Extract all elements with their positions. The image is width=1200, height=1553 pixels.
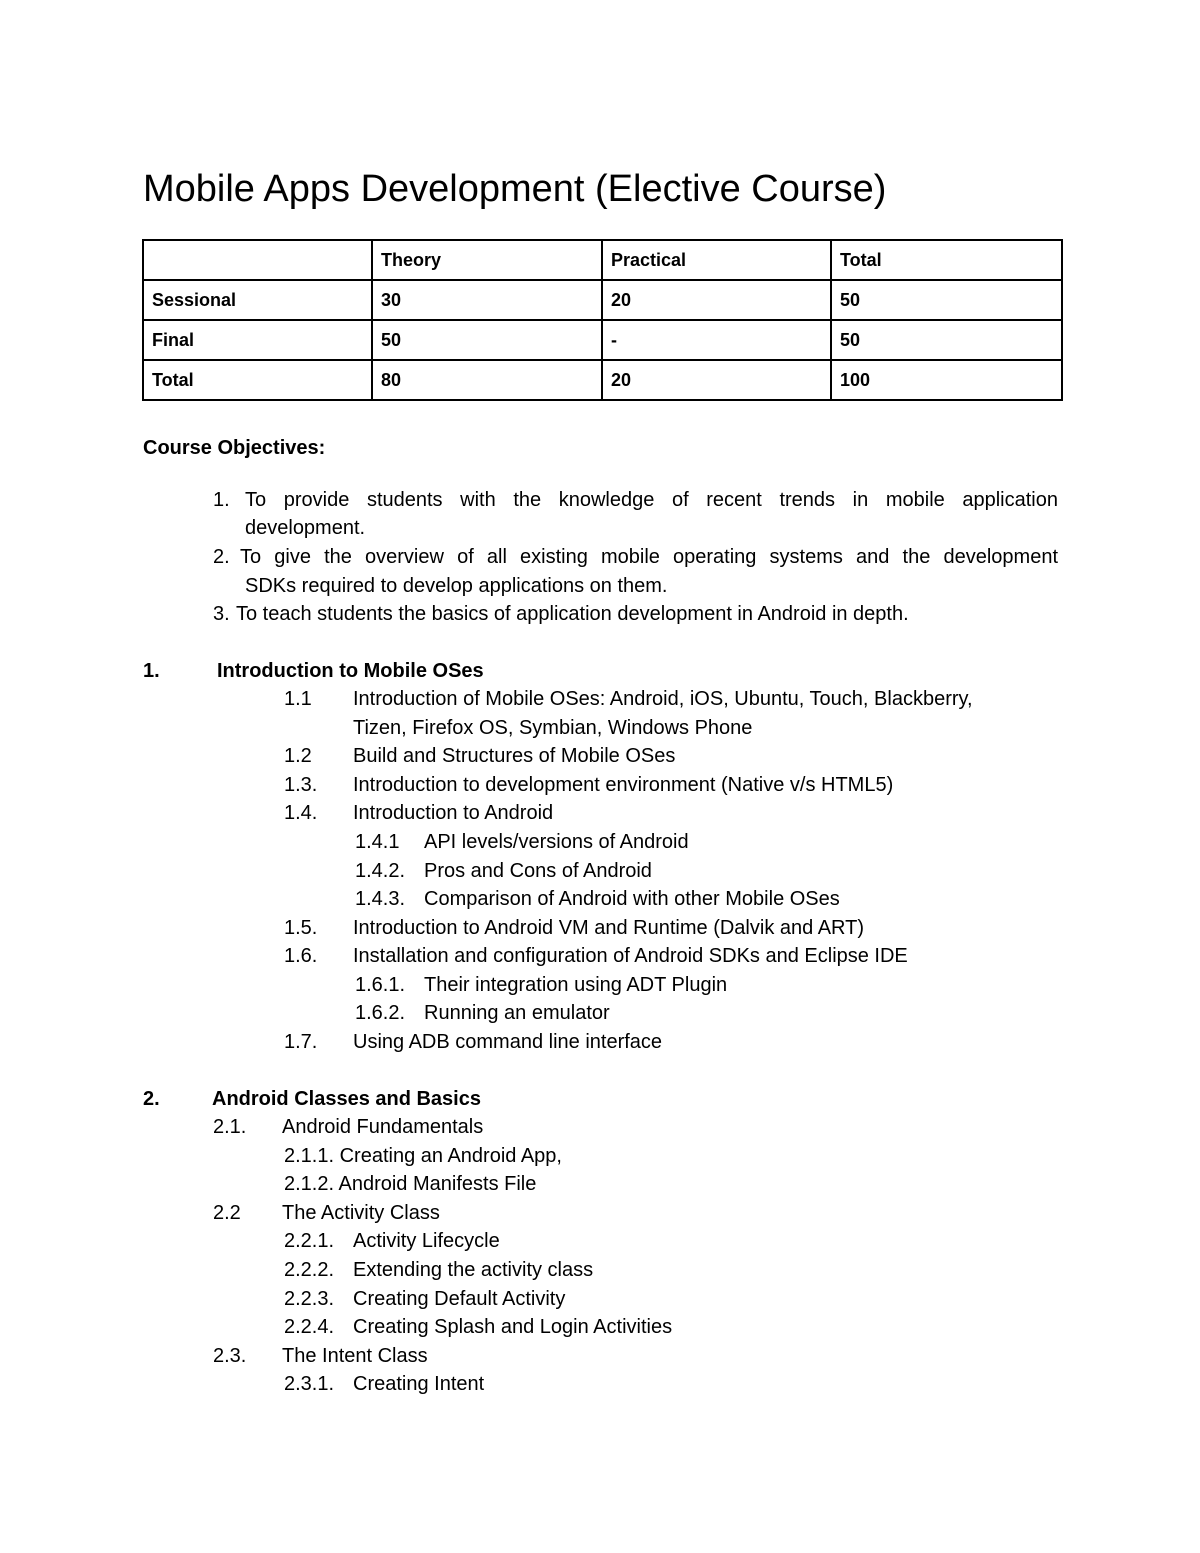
- table-cell: 20: [602, 360, 831, 400]
- objective-number: 1.: [213, 489, 230, 511]
- item-text: The Intent Class: [282, 1345, 428, 1367]
- item-text: Build and Structures of Mobile OSes: [353, 745, 676, 767]
- objective-number: 3.: [213, 603, 230, 625]
- marks-table: [142, 239, 1063, 401]
- objective-text-cont: SDKs required to develop applications on them.: [245, 575, 668, 597]
- item-number: 1.7.: [284, 1031, 318, 1053]
- subitem-text: Activity Lifecycle: [353, 1230, 500, 1252]
- subitem-text: Creating Default Activity: [353, 1288, 566, 1310]
- table-cell: Practical: [602, 240, 831, 280]
- table-cell: Final: [143, 320, 372, 360]
- subitem-number: 1.4.3.: [355, 888, 406, 910]
- table-header-row: [143, 240, 1062, 280]
- item-number: 1.6.: [284, 945, 318, 967]
- subitem-text: Their integration using ADT Plugin: [424, 974, 728, 996]
- table-cell: 100: [831, 360, 1062, 400]
- section-title: Introduction to Mobile OSes: [217, 660, 484, 682]
- table-cell: [143, 240, 372, 280]
- subitem-text: API levels/versions of Android: [424, 831, 689, 853]
- item-text: Introduction to Android VM and Runtime (Dalvik and ART): [353, 917, 864, 939]
- subitem-number: 1.4.1: [355, 831, 400, 853]
- subitem-text: Comparison of Android with other Mobile OSes: [424, 888, 840, 910]
- table-row: [143, 360, 1062, 400]
- table-cell: 50: [372, 320, 602, 360]
- subitem-number: 1.4.2.: [355, 860, 406, 882]
- subitem-text: Creating Intent: [353, 1373, 485, 1395]
- table-cell: 50: [831, 320, 1062, 360]
- subitem-number: 2.2.4.: [284, 1316, 335, 1338]
- subitem-text: Running an emulator: [424, 1002, 610, 1024]
- item-text: Introduction of Mobile OSes: Android, iOS, Ubuntu, Touch, Blackberry,: [353, 688, 973, 710]
- table-cell: Total: [831, 240, 1062, 280]
- subitem-number: 1.6.1.: [355, 974, 406, 996]
- page-title: Mobile Apps Development (Elective Course): [143, 168, 887, 210]
- item-text-cont: Tizen, Firefox OS, Symbian, Windows Phone: [353, 717, 753, 739]
- item-number: 1.5.: [284, 917, 318, 939]
- table-cell: -: [602, 320, 831, 360]
- item-number: 1.4.: [284, 802, 318, 824]
- item-text: Introduction to development environment (Native v/s HTML5): [353, 774, 894, 796]
- section-number: 1.: [143, 660, 160, 682]
- item-text: Using ADB command line interface: [353, 1031, 663, 1053]
- item-number: 2.3.: [213, 1345, 247, 1367]
- table-cell: 20: [602, 280, 831, 320]
- item-number: 1.2: [284, 745, 312, 767]
- item-number: 2.1.: [213, 1116, 247, 1138]
- item-number: 1.1: [284, 688, 312, 710]
- item-text: Installation and configuration of Android SDKs and Eclipse IDE: [353, 945, 908, 967]
- objectives-heading: Course Objectives:: [143, 437, 326, 459]
- table-cell: 80: [372, 360, 602, 400]
- section-title: Android Classes and Basics: [212, 1088, 481, 1110]
- objective-text: To give the overview of all existing mobile operating systems and the development: [240, 546, 1058, 568]
- subitem-number: 2.2.3.: [284, 1288, 335, 1310]
- subitem-text: Extending the activity class: [353, 1259, 594, 1281]
- item-text: Introduction to Android: [353, 802, 554, 824]
- table-row: [143, 320, 1062, 360]
- table-cell: 50: [831, 280, 1062, 320]
- objective-text: To teach students the basics of application development in Android in depth.: [236, 603, 909, 625]
- table-cell: Theory: [372, 240, 602, 280]
- item-text: The Activity Class: [282, 1202, 440, 1224]
- objective-number: 2.: [213, 546, 230, 568]
- item-number: 1.3.: [284, 774, 318, 796]
- subitem-number: 2.2.1.: [284, 1230, 335, 1252]
- item-number: 2.2: [213, 1202, 241, 1224]
- subitem-text: Creating Splash and Login Activities: [353, 1316, 673, 1338]
- table-cell: 30: [372, 280, 602, 320]
- section-number: 2.: [143, 1088, 160, 1110]
- table-cell: Sessional: [143, 280, 372, 320]
- subitem-number: 2.3.1.: [284, 1373, 335, 1395]
- subitem-number: 2.2.2.: [284, 1259, 335, 1281]
- subitem-number: 1.6.2.: [355, 1002, 406, 1024]
- item-text: Android Fundamentals: [282, 1116, 484, 1138]
- subitem-text: Pros and Cons of Android: [424, 860, 652, 882]
- table-cell: Total: [143, 360, 372, 400]
- subitem-text: 2.1.1. Creating an Android App,: [284, 1145, 562, 1167]
- objective-text: To provide students with the knowledge of recent trends in mobile application: [245, 489, 1058, 511]
- objective-text-cont: development.: [245, 517, 366, 539]
- subitem-text: 2.1.2. Android Manifests File: [284, 1173, 537, 1195]
- table-row: [143, 280, 1062, 320]
